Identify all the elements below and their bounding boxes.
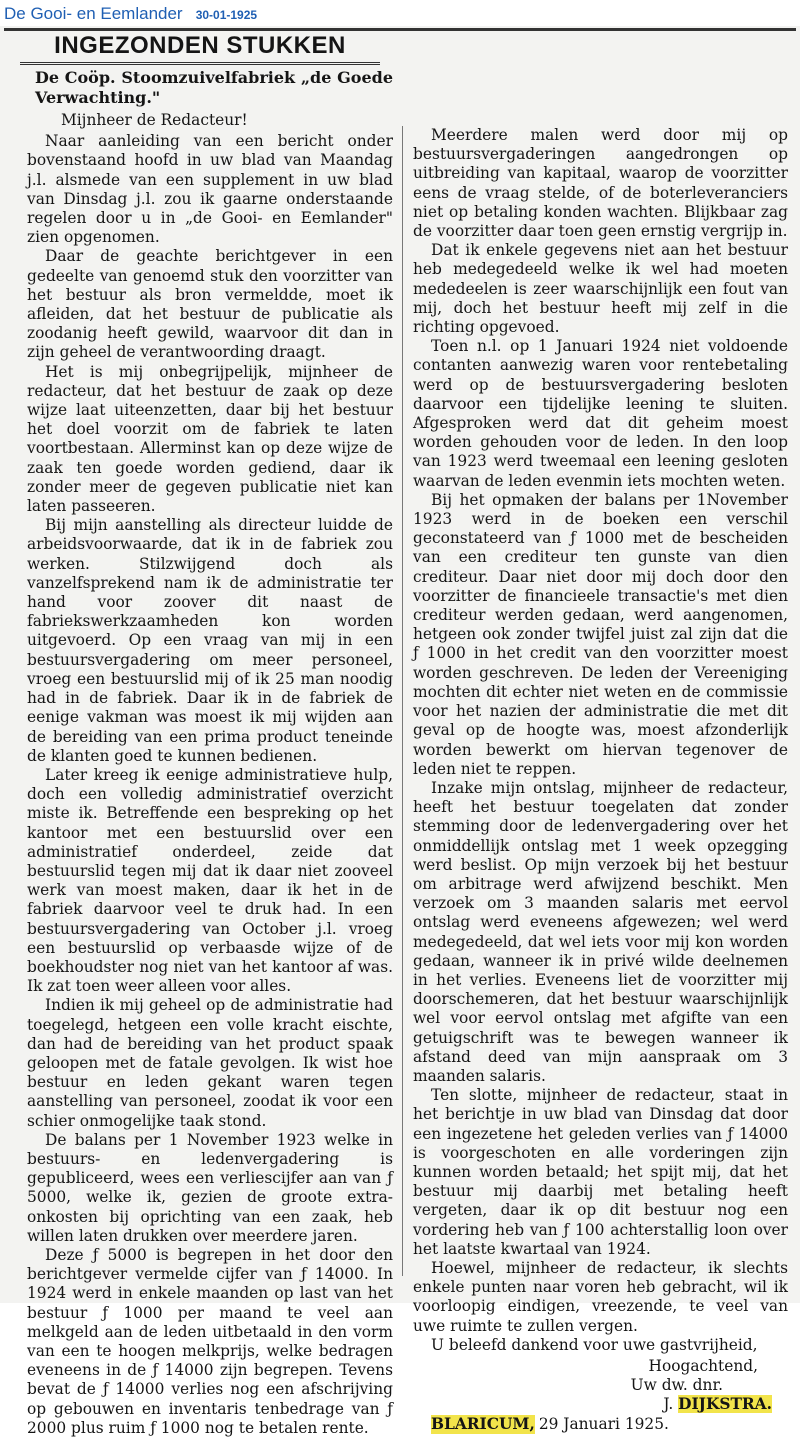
publication-date: 30-01-1925 — [195, 8, 258, 22]
article-paragraph: Naar aanleiding van een bericht onder bovenstaand hoofd in uw blad van Maandag j.l. alsmede van een supplement in uw blad van Dinsdag j.l. zou ik gaarne onderstaande regelen door u in „de Gooi- en Eemlander" zien opgenomen. — [27, 132, 393, 247]
section-heading: INGEZONDEN STUKKEN — [54, 32, 346, 59]
article-paragraph: De balans per 1 November 1923 welke in bestuurs- en ledenvergadering is gepubliceerd, wees een verliescijfer aan van ƒ 5000, welke ik, gezien de groote extra-onkosten bij oprichting van een zaak, heb willen laten drukken over meerdere jaren. — [27, 1130, 393, 1245]
article-paragraph: Meerdere malen werd door mij op bestuursvergaderingen aangedrongen op uitbreiding van kapitaal, waarop de voorzitter eens de vraag stelde, of de boterleveranciers niet op betaling konden wachten. Blijkbaar zag de voorzitter daar toen geen ernstig vergrijp in. — [413, 126, 788, 241]
article-paragraph: Hoewel, mijnheer de redacteur, ik slechts enkele punten naar voren heb gebracht, wil ik voorloopig eindigen, vreezende, te veel van uwe ruimte te zullen vergen. — [413, 1258, 788, 1335]
right-paragraphs — [413, 126, 788, 1355]
article-paragraph: Ten slotte, mijnheer de redacteur, staat in het berichtje in uw blad van Dinsdag dat door een ingezetene het geleden verlies van ƒ 14000 is voorgeschoten en alle vorderingen zijn kunnen worden betaald; het spijt mij, dat het bestuur mij daarbij met betaling heeft vergeten, daar ik op dit bestuur nog een vordering heb van ƒ 100 achterstallig loon over het laatste kwartaal van 1924. — [413, 1086, 788, 1258]
signature-line — [413, 1395, 788, 1414]
closing-block — [413, 1357, 788, 1434]
article-paragraph: Bij mijn aanstelling als directeur luidde de arbeidsvoorwaarde, dat ik in de fabriek zou werken. Stilzwijgend doch als vanzelfsprekend nam ik de administratie ter hand voor zoover dit naast de fabriekswerkzaamheden kon worden uitgevoerd. Op een vraag van mij in een bestuursvergadering om meer personeel, vroeg een bestuurslid mij of ik 25 man noodig had in de fabriek. Daar ik in de fabriek de eenige vakman was moest ik mij wijden aan de bereiding van een prima product teneinde de klanten goed te kunnen bedienen. — [27, 516, 393, 765]
heading-rule — [20, 62, 380, 65]
article-paragraph: Later kreeg ik eenige administratieve hulp, doch een volledig administratief overzicht miste ik. Betreffende een bespreking op het kantoor met een bestuurslid over een administratief onderdeel, zeide dat bestuurslid tegen mij dat ik daar niet zooveel werk van moest maken, daar ik het in de fabriek daarvoor veel te druk had. In een bestuursvergadering van October j.l. vroeg een bestuurslid op verbaasde wijze of de boekhoudster nog niet van het kantoor af was. Ik zat toen weer alleen voor alles. — [27, 765, 393, 996]
closing-regards: Hoogachtend, — [648, 1357, 758, 1375]
article-subheading: De Coöp. Stoomzuivelfabriek „de Goede Verwachting." — [35, 68, 393, 107]
article-paragraph: Het is mij onbegrijpelijk, mijnheer de redacteur, dat het bestuur de zaak op deze wijze laat uiteenzetten, daar bij het bestuur het doel voorzit om de fabriek te laten voortbestaan. Allerminst kan op deze wijze de zaak ten goede worden gediend, daar ik zonder meer de gegeven publicatie niet kan laten passeeren. — [27, 362, 393, 516]
right-column — [413, 126, 788, 1433]
article-paragraph: Bij het opmaken der balans per 1November 1923 werd in de boeken een verschil geconstateerd van ƒ 1000 met de bescheiden van een crediteur ten gunste van dien crediteur. Daar niet door mij doch door den voorzitter de financieele transactie's met dien crediteur werden gedaan, werd aangenomen, hetgeen ook zonder twijfel juist zal zijn dat die ƒ 1000 in het credit van den voorzitter moest worden geschreven. De leden der Vereeniging mochten dit echter niet weten en de commissie voor het nazien der administratie die met dit geval op de hoogte was, moest afzonderlijk worden bewerkt om hiervan tegenover de leden niet te reppen. — [413, 490, 788, 778]
signature-initial: J. — [663, 1395, 674, 1414]
top-rule — [4, 28, 796, 31]
salutation: Mijnheer de Redacteur! — [61, 111, 248, 129]
newspaper-clipping — [0, 26, 800, 1437]
signature-name: DIJKSTRA. — [678, 1395, 772, 1414]
article-paragraph: Indien ik mij geheel op de administratie had toegelegd, hetgeen een volle kracht eischte, dan had de bereiding van het product spaak geloopen met de fatale gevolgen. Ik wist hoe bestuur en leden gekant waren tegen aanstelling van personeel, zoodat ik voor een schier onmogelijke taak stond. — [27, 996, 393, 1130]
left-paragraphs — [27, 132, 393, 1438]
place-date: 29 Januari 1925. — [538, 1414, 669, 1433]
place-date-line — [413, 1415, 788, 1434]
article-paragraph: U beleefd dankend voor uwe gastvrijheid, — [431, 1335, 758, 1354]
clipping-header — [0, 0, 800, 26]
publication-name[interactable]: De Gooi- en Eemlander — [4, 4, 183, 23]
article-paragraph: Toen n.l. op 1 Januari 1924 niet voldoende contanten aanwezig waren voor rentebetaling werd op de bestuursvergadering besloten daarvoor een tijdelijke leening te sluiten. Afgesproken werd dat dit geheim moest worden gehouden voor de leden. In den loop van 1923 werd tweemaal een leening gesloten waarvan de leden evenmin iets mochten weten. — [413, 337, 788, 490]
left-column — [27, 68, 393, 1437]
place-name: BLARICUM, — [431, 1414, 535, 1433]
article-paragraph: Dat ik enkele gegevens niet aan het bestuur heb medegedeeld welke ik wel had moeten mededeelen is zeer waarschijnlijk een fout van mij, doch het bestuur heeft mij zelf in die richting opgevoed. — [413, 241, 788, 337]
column-divider — [402, 126, 403, 1276]
article-paragraph: Deze ƒ 5000 is begrepen in het door den berichtgever vermelde cijfer van ƒ 14000. In 1924 werd in enkele maanden op last van het bestuur ƒ 1000 per maand te veel aan melkgeld aan de leden uitbetaald in den vorm van een te hoogen melkprijs, welke bedragen eveneens in de ƒ 14000 zijn begrepen. Tevens bevat de ƒ 14000 verlies nog een afschrijving op gebouwen en inventaris tenbedrage van ƒ 2000 plus ruim ƒ 1000 nog te betalen rente. — [27, 1245, 393, 1437]
article-paragraph: Inzake mijn ontslag, mijnheer de redacteur, heeft het bestuur toegelaten dat zonder stemming door de ledenvergadering over het onmiddellijk ontslag met 1 week opzegging werd beslist. Op mijn verzoek bij het bestuur om arbitrage werd afwijzend beschikt. Men verzoek om 3 maanden salaris met eervol ontslag werd eveneens afgewezen; wel werd medegedeeld, dat wel iets voor mij kon worden gedaan, wanneer ik in privé wilde deelnemen in het verlies. Eveneens liet de voorzitter mij doorschemeren, dat het bestuur waarschijnlijk wel voor eervol ontslag met afgifte van een getuigschrift was te bewegen wanneer ik afstand deed van mijn aanspraak om 3 maanden salaris. — [413, 778, 788, 1085]
closing-servant: Uw dw. dnr. — [630, 1376, 723, 1395]
article-paragraph: Daar de geachte berichtgever in een gedeelte van genoemd stuk den voorzitter van het bestuur als bron vermeldde, moet ik afleiden, dat het bestuur de publicatie als zoodanig heeft gewild, waarvoor dit dan in zijn geheel de verantwoording draagt. — [27, 247, 393, 362]
